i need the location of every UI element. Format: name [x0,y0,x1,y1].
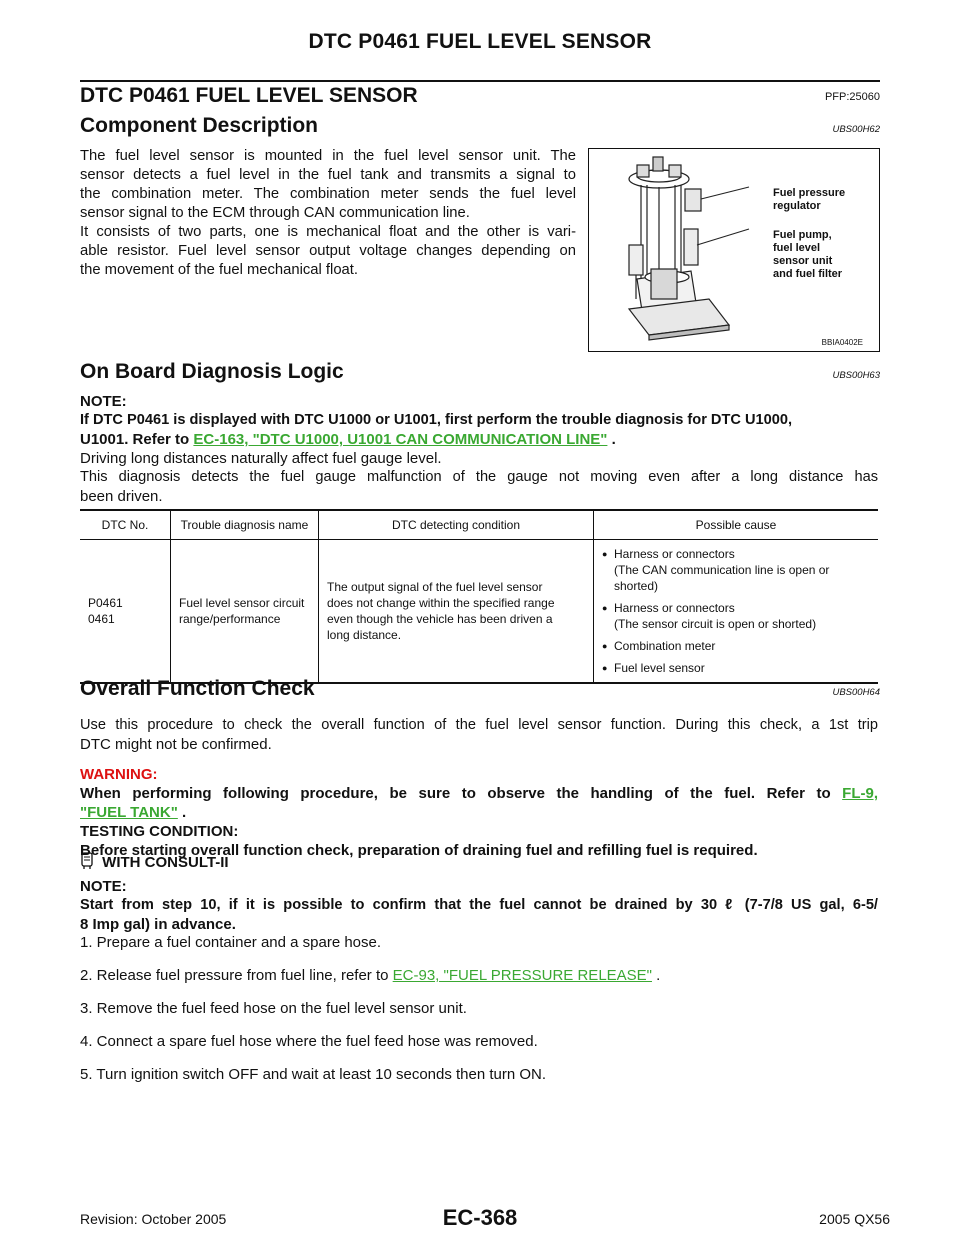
procedure-step: 1. Prepare a fuel container and a spare hose. [80,934,382,951]
condition-line: even though the vehicle has been driven a [327,612,553,626]
component-description-code: UBS00H62 [832,124,880,135]
obd-note-line [80,430,878,449]
component-description-heading: Component Description [80,114,319,137]
overall-code: UBS00H64 [832,687,880,698]
fl-9-link[interactable]: FL-9, [842,785,878,802]
overall-note-label: NOTE: [80,878,127,895]
procedure-step [80,966,878,999]
obd-note-label: NOTE: [80,393,127,410]
warning-suffix: . [177,804,187,821]
cause-line: ● Fuel level sensor [614,661,705,675]
obd-text-line: been driven. [80,488,163,505]
figure-label-line: regulator [773,200,821,212]
obd-text [80,392,878,506]
cause-line: ● Harness or connectors [614,547,735,561]
component-line: the combination meter. The combination meter sends the fuel level [80,186,576,202]
overall-intro [80,716,878,754]
step-suffix: . [652,967,661,984]
overall-intro-line: Use this procedure to check the overall function of the fuel level sensor function. During this check, a 1st trip [80,717,878,733]
cause-item [602,546,870,594]
testing-condition-label: TESTING CONDITION: [80,823,239,840]
warning-label: WARNING: [80,766,158,783]
fuel-pressure-regulator-label [773,187,845,213]
obd-text-line: This diagnosis detects the fuel gauge malfunction of the gauge not moving even after a long distance has [80,469,878,485]
cause-line: shorted) [614,579,659,593]
procedure-step: 5. Turn ignition switch OFF and wait at least 10 seconds then turn ON. [80,1066,547,1083]
overall-note-line: Start from step 10, if it is possible to confirm that the fuel cannot be drained by 30 ℓ (7-7/8 US gal, 6-5/ [80,897,878,913]
overall-heading: Overall Function Check [80,677,315,700]
header-rule [80,80,880,82]
condition-line: The output signal of the fuel level sensor [327,580,543,594]
component-description-text [80,147,576,280]
procedure-step: 3. Remove the fuel feed hose on the fuel level sensor unit. [80,1000,467,1017]
procedure-step: 4. Connect a spare fuel hose where the fuel feed hose was removed. [80,1033,538,1050]
warning-block [80,765,878,860]
possible-cause-cell [594,540,879,684]
figure-label-line: and fuel filter [773,268,843,280]
obd-note-line: If DTC P0461 is displayed with DTC U1000 or U1001, first perform the trouble diagnosis for DTC U1000, [80,412,793,428]
testing-condition-text: Before starting overall function check, preparation of draining fuel and refilling fuel is required. [80,842,758,859]
figure-label-line: fuel level [773,242,821,254]
fuel-pump-unit-label [773,229,842,281]
consult-ii-icon [80,852,98,874]
dtc-number: 0461 [88,612,115,626]
warning-text: When performing following procedure, be sure to observe the handling of the fuel. Refer to [80,785,843,802]
warning-line [80,784,878,803]
fuel-tank-link[interactable]: "FUEL TANK" [80,804,178,821]
cause-item [602,660,870,676]
table-header: Possible cause [594,510,879,540]
component-description-heading-row [80,114,880,144]
table-header: DTC No. [80,510,171,540]
overall-intro-line: DTC might not be confirmed. [80,736,272,753]
obd-heading-row [80,360,880,390]
obd-heading: On Board Diagnosis Logic [80,360,344,383]
cause-item [602,600,870,632]
warning-line [80,803,878,822]
consult-ii-label: WITH CONSULT-II [102,854,229,871]
cause-line: (The CAN communication line is open or [614,563,830,577]
fuel-pressure-release-link[interactable]: EC-93, "FUEL PRESSURE RELEASE" [392,967,652,984]
table-row [80,540,878,684]
obd-note-refer: U1001. Refer to [80,431,194,448]
condition-line: does not change within the specified range [327,596,555,610]
table-header-row [80,510,878,540]
obd-text-line: Driving long distances naturally affect fuel gauge level. [80,450,442,467]
diagnosis-name-line: Fuel level sensor circuit [179,596,305,610]
condition-line: long distance. [327,628,402,642]
figure-label-line: Fuel pressure [773,187,846,199]
detecting-condition-cell [319,540,594,684]
figure-label-line: sensor unit [773,255,833,267]
part-code: PFP:25060 [824,91,880,103]
component-line: the movement of the fuel mechanical float. [80,262,359,278]
cause-line: ● Combination meter [614,639,716,653]
cause-item [602,638,870,654]
step-text: 2. Release fuel pressure from fuel line, refer to [80,967,393,984]
cause-list [602,546,870,676]
figure-label-line: Fuel pump, [773,229,832,241]
dtc-number-cell [80,540,171,684]
procedure-steps [80,933,878,1098]
fuel-pump-figure [588,148,880,352]
obd-code: UBS00H63 [832,370,880,381]
diagnosis-name-cell [171,540,319,684]
component-line: It consists of two parts, one is mechanical float and the other is vari- [80,224,576,240]
section-title-row [80,84,880,114]
overall-note-line: 8 Imp gal) in advance. [80,916,236,933]
dtc-table [80,509,878,684]
component-line: sensor signal to the ECM through CAN communication line. [80,205,470,221]
dtc-u1000-link[interactable]: EC-163, "DTC U1000, U1001 CAN COMMUNICATION LINE" [193,431,608,448]
overall-note [80,877,878,934]
vehicle-model: 2005 QX56 [819,1211,890,1227]
page-number: EC-368 [442,1205,518,1230]
table-header: Trouble diagnosis name [171,510,319,540]
overall-heading-row [80,677,880,707]
figure-code: BBIA0402E [821,338,863,347]
cause-line: (The sensor circuit is open or shorted) [614,617,817,631]
consult-ii-heading [80,852,229,874]
obd-note-suffix: . [607,431,616,448]
cause-line: ● Harness or connectors [614,601,735,615]
dtc-number: P0461 [88,596,123,610]
section-title: DTC P0461 FUEL LEVEL SENSOR [80,84,418,107]
component-line: The fuel level sensor is mounted in the fuel level sensor unit. The [80,148,576,164]
table-header: DTC detecting condition [319,510,594,540]
diagnosis-name-line: range/performance [179,612,281,626]
running-header: DTC P0461 FUEL LEVEL SENSOR [308,30,652,53]
revision-date: Revision: October 2005 [80,1211,227,1227]
component-line: able resistor. Fuel level sensor output voltage changes depending on [80,243,576,259]
component-line: sensor detects a fuel level in the fuel tank and transmits a signal to [80,167,576,183]
